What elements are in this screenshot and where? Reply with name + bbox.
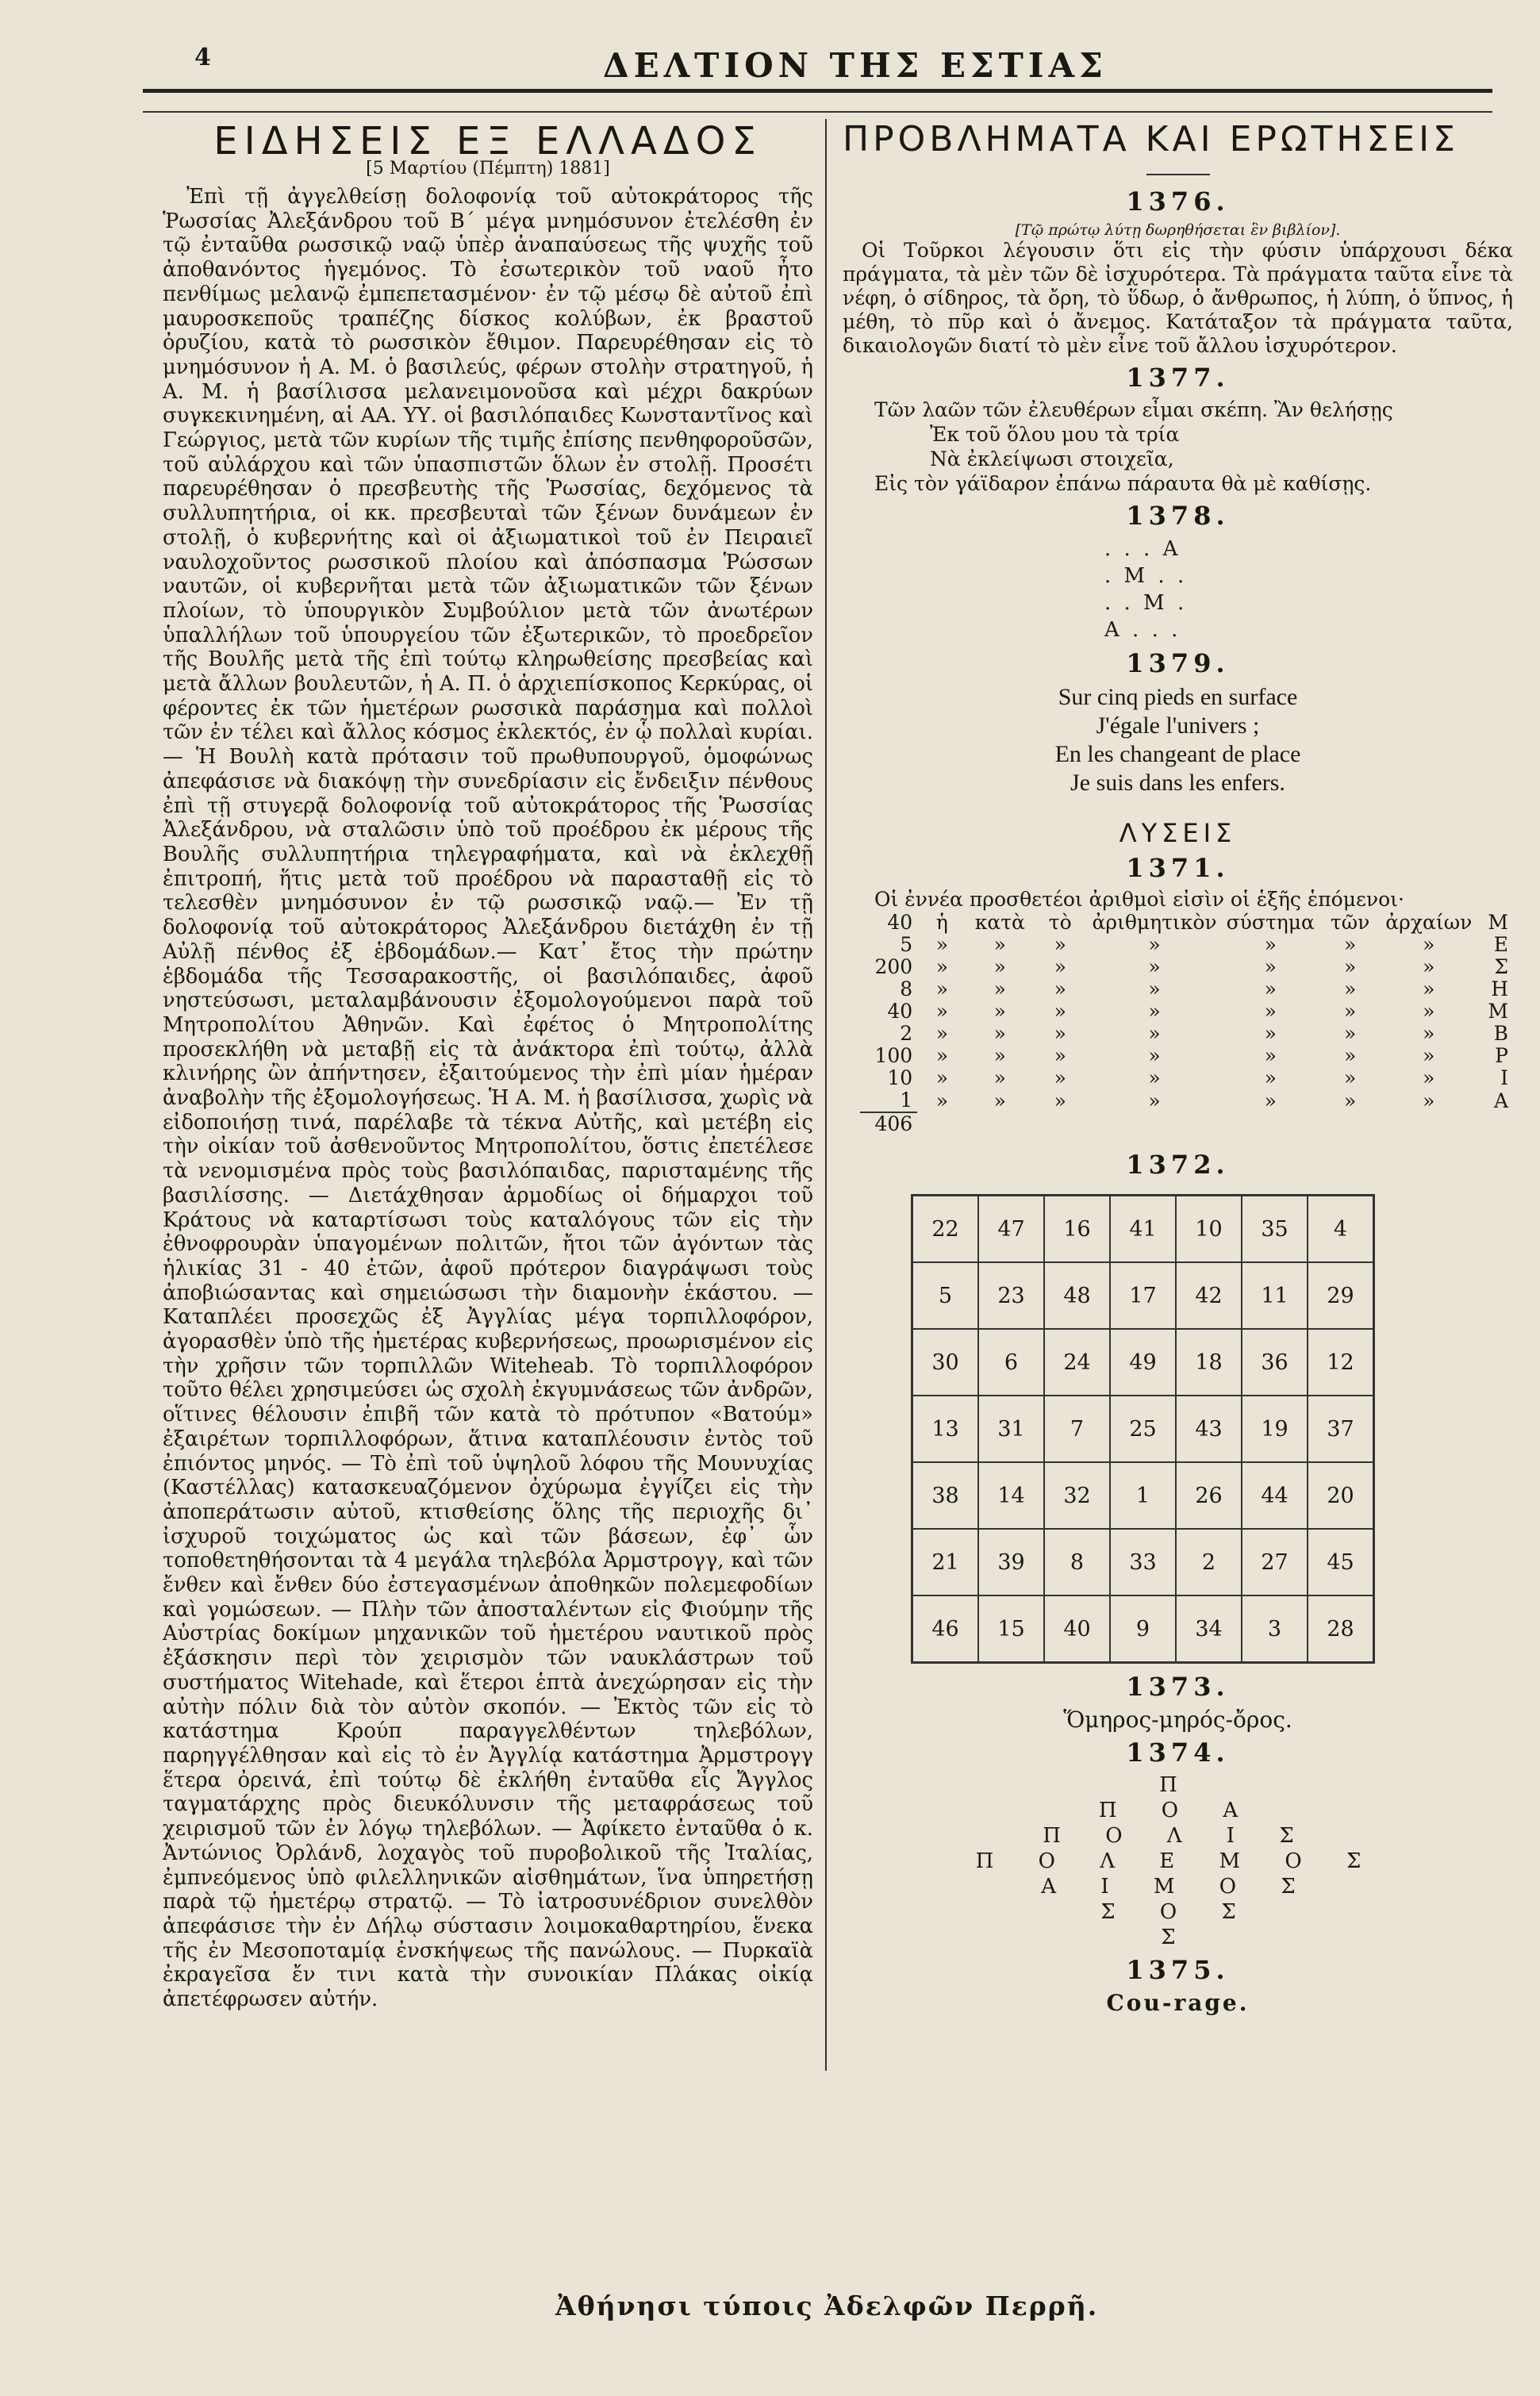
magic-cell: 25 <box>1110 1396 1176 1462</box>
magic-cell: 17 <box>1110 1262 1176 1329</box>
sum-row <box>860 1089 1513 1112</box>
verse-line: Ἐκ τοῦ ὅλου μου τὰ τρία <box>930 423 1180 446</box>
figure-line: Α Ι Μ Ο Σ <box>1041 1875 1315 1899</box>
magic-cell: 7 <box>1044 1396 1110 1462</box>
sum-phrase-cell: » <box>1343 1066 1357 1089</box>
sum-phrase-cell: » <box>1054 955 1066 978</box>
news-dateline: [5 Μαρτίου (Πέμπτη) 1881] <box>366 159 610 179</box>
magic-cell: 10 <box>1176 1196 1242 1263</box>
sum-letter: Μ <box>1488 911 1508 934</box>
sum-phrase-cell: » <box>1343 955 1357 978</box>
header-rule <box>143 89 1492 93</box>
magic-cell: 3 <box>1242 1595 1308 1663</box>
sum-phrase-cell: » <box>935 1089 949 1112</box>
sum-row <box>860 1045 1513 1067</box>
news-section-title: ΕΙΔΗΣΕΙΣ ΕΞ ΕΛΛΑΔΟΣ <box>213 119 762 163</box>
solution-1375-number: 1375. <box>1126 1955 1230 1985</box>
sum-phrase-cell: » <box>1343 1044 1357 1067</box>
sum-row <box>860 912 1513 934</box>
sum-letter: Η <box>1491 977 1508 1000</box>
problem-1377-verse <box>843 397 1513 496</box>
sum-letter: Ρ <box>1495 1044 1508 1067</box>
sum-phrase-cell: » <box>1343 1089 1357 1112</box>
magic-cell: 38 <box>912 1462 979 1529</box>
sum-phrase-cell: » <box>1054 933 1066 956</box>
sum-phrase-cell: » <box>1054 1044 1066 1067</box>
sum-phrase-cell: » <box>993 1000 1006 1023</box>
verse-line: Νὰ ἐκλείψωσι στοιχεῖα, <box>930 447 1174 470</box>
magic-cell: 5 <box>912 1262 979 1329</box>
magic-cell: 19 <box>1242 1396 1308 1462</box>
sum-phrase-cell: » <box>1148 1000 1161 1023</box>
magic-cell: 27 <box>1242 1529 1308 1595</box>
sum-phrase-cell: » <box>993 1044 1006 1067</box>
magic-cell: 24 <box>1044 1329 1110 1396</box>
magic-cell: 33 <box>1110 1529 1176 1595</box>
sum-phrase-cell: » <box>1343 1022 1357 1045</box>
page-number: 4 <box>194 44 211 71</box>
sum-phrase-cell: » <box>1054 1066 1066 1089</box>
sum-phrase-cell: » <box>1148 955 1161 978</box>
problems-section-title: ΠΡΟΒΛΗΜΑΤΑ ΚΑΙ ΕΡΩΤΗΣΕΙΣ <box>843 119 1459 159</box>
magic-cell: 32 <box>1044 1462 1110 1529</box>
verse-line: Τῶν λαῶν τῶν ἐλευθέρων εἶμαι σκέπη. Ἂν θελήσῃς <box>874 398 1393 421</box>
magic-cell: 21 <box>912 1529 979 1595</box>
problem-1378-number: 1378. <box>1126 501 1230 531</box>
sum-phrase-cell: » <box>1264 1066 1277 1089</box>
problem-1376-text: Οἱ Τοῦρκοι λέγουσιν ὅτι εἰς τὴν φύσιν ὑπάρχουσι δέκα πράγματα, τὰ μὲν τῶν δὲ ἰσχυρότερα. Τὰ πράγματα ταῦτα εἶνε τὰ νέφη, ὁ σίδηρος, τὰ ὄρη, τὸ ὕδωρ, ὁ ἄνθρωπος, ἡ λύπη, ὁ ὕπνος, ἡ μέθη, τὸ πῦρ καὶ ὁ ἄνεμος. Κατάταξον τὰ πράγματα ταῦτα, δικαιολογῶν διατί τὸ μὲν εἶνε τοῦ ἄλλου ἰσχυρότερον. <box>843 239 1513 357</box>
verse-line: En les changeant de place <box>1054 741 1301 767</box>
solution-1371-table <box>860 912 1513 1135</box>
problem-1379-number: 1379. <box>1126 648 1230 678</box>
magic-cell: 39 <box>978 1529 1044 1595</box>
sum-row <box>860 956 1513 978</box>
sum-phrase-cell: ἀρχαίων <box>1385 911 1473 934</box>
magic-cell: 23 <box>978 1262 1044 1329</box>
sum-phrase-cell: » <box>1423 977 1435 1000</box>
solutions-title: ΛΥΣΕΙΣ <box>1119 818 1237 848</box>
magic-row <box>912 1262 1374 1329</box>
sum-phrase-cell: » <box>1423 933 1435 956</box>
figure-line: Σ <box>1161 1926 1195 1949</box>
magic-cell: 49 <box>1110 1329 1176 1396</box>
sum-phrase-cell: » <box>1423 1000 1435 1023</box>
magic-cell: 8 <box>1044 1529 1110 1595</box>
sum-phrase-cell: » <box>1148 933 1161 956</box>
newspaper-title: ΔΕΛΤΙΟΝ ΤΗΣ ΕΣΤΙΑΣ <box>603 46 1108 85</box>
sum-phrase-cell: » <box>1423 1066 1435 1089</box>
sum-phrase-cell: ἀριθμητικὸν <box>1092 911 1217 934</box>
solution-1372-number: 1372. <box>1126 1150 1230 1180</box>
magic-cell: 46 <box>912 1595 979 1663</box>
magic-cell: 30 <box>912 1329 979 1396</box>
figure-line: Π Ο Λ Ε Μ Ο Σ <box>975 1849 1381 1873</box>
magic-cell: 12 <box>1308 1329 1374 1396</box>
magic-row <box>912 1196 1374 1263</box>
sum-letter: Β <box>1493 1022 1508 1045</box>
problem-1377-number: 1377. <box>1126 363 1230 393</box>
sum-phrase-cell: » <box>1343 933 1357 956</box>
news-body: Ἐπὶ τῇ ἀγγελθείσῃ δολοφονίᾳ τοῦ αὐτοκράτορος τῆς Ῥωσσίας Ἀλεξάνδρου τοῦ Β΄ μέγα μνημόσυνον ἐτελέσθη ἐν τῷ ἐνταῦθα ρωσσικῷ ναῷ ὑπὲρ ἀναπαύσεως τῆς ψυχῆς τοῦ ἀποθανόντος ἡγεμόνος. Τὸ ἐσωτερικὸν τοῦ ναοῦ ἦτο πενθίμως μελανῷ ἐμπεπετασμένον· ἐν τῷ μέσῳ δὲ αὐτοῦ ἐπὶ μαυροσκεποῦς τραπέζης δίσκος κολύβων, ἐκ βραστοῦ ὀρυζίου, κατὰ τὸ ρωσσικὸν ἔθιμον. Παρευρέθησαν εἰς τὸ μνημόσυνον ἡ Α. Μ. ὁ βασιλεύς, φέρων στολὴν στρατηγοῦ, ἡ Α. Μ. ἡ βασίλισσα μελανειμονοῦσα καὶ μέχρι δακρύων συγκεκινημένη, αἱ ΑΑ. ΥΥ. οἱ βασιλόπαιδες Κωνσταντῖνος καὶ Γεώργιος, μετὰ τῶν κυρίων τῆς τιμῆς ἐπίσης πενθηφοροῦσῶν, τοῦ αὐλάρχου καὶ τῶν ὑπασπιστῶν ὅλων ἐν στολῇ. Προσέτι παρευρέθησαν ὁ πρεσβευτὴς τῆς Ῥωσσίας, δεχόμενος τὰ συλλυπητήρια, οἱ κκ. πρεσβευταὶ τῶν ξένων δυνάμεων ἐν στολῇ, ὁ κυβερνήτης καὶ οἱ ἀξιωματικοὶ τοῦ ἐν Πειραιεῖ ναυλοχοῦντος ρωσσικοῦ πλοίου καὶ ἀπόσπασμα Ῥώσσων ναυτῶν, οἱ κυβερνῆται μετὰ τῶν ἀξιωματικῶν τῶν ξένων πλοίων, τὸ ὑπουργικὸν Συμβούλιον μετὰ τῶν ἀνωτέρων ὑπαλλήλων τοῦ ὑπουργείου τῶν ἐξωτερικῶν, τὸ προεδρεῖον τῆς Βουλῆς μετὰ τῆς ἐπὶ τούτῳ κληρωθείσης πρεσβείας καὶ μετὰ ἄλλων βουλευτῶν, ἡ Α. Π. ὁ ἀρχιεπίσκοπος Κερκύρας, οἱ φέροντες ἐκ τῶν ἡμετέρων ρωσσικὰ παράσημα καὶ πολλοὶ τῶν ἐν τέλει καὶ ἄλλος κόσμος ἐκλεκτός, ἐν ᾧ πολλαὶ κυρίαι. — Ἡ Βουλὴ κατὰ πρότασιν τοῦ πρωθυπουργοῦ, ὁμοφώνως ἀπεφάσισε νὰ διακόψῃ τὴν συνεδρίασιν εἰς ἔνδειξιν πένθους ἐπὶ τῇ στυγερᾷ δολοφονίᾳ τοῦ αὐτοκράτορος τῆς Ῥωσσίας Ἀλεξάνδρου, νὰ σταλῶσιν ὑπὸ τοῦ προέδρου ἐκ μέρους τῆς Βουλῆς συλλυπητήρια τηλεγραφήματα, καὶ νὰ ἐκλεχθῇ ἐπιτροπή, ἥτις μετὰ τοῦ προέδρου νὰ παρασταθῇ εἰς τὸ τελεσθὲν μνημόσυνον ἐν τῷ ρωσσικῷ ναῷ.— Ἐν τῇ δολοφονίᾳ τοῦ αὐτοκράτορος Ἀλεξάνδρου διετάχθη ἐν τῇ Αὐλῇ πένθος ἐξ ἑβδομάδων.— Κατ᾿ ἔτος τὴν πρώτην ἑβδομάδα τῆς Τεσσαρακοστῆς, οἱ βασιλόπαιδες, ἀφοῦ νηστεύσωσι, μεταλαμβάνουσιν ἐξομολογούμενοι παρὰ τοῦ Μητροπολίτου Ἀθηνῶν. Καὶ ἐφέτος ὁ Μητροπολίτης προσεκλήθη νὰ μεταβῇ εἰς τὰ ἀνάκτορα ἐπὶ τούτῳ, ἀλλὰ κλινήρης ὢν ἀπήντησεν, ἐξαιτούμενος τὴν ἐπὶ μίαν ἡμέραν ἀναβολὴν τῆς ἐξομολογήσεως. Ἡ Α. Μ. ἡ βασίλισσα, χωρὶς νὰ εἰδοποιήσῃ τινά, παρέλαβε τὰ τέκνα Αὐτῆς, καὶ μετέβη εἰς τὴν οἰκίαν τοῦ ἀσθενοῦντος Μητροπολίτου, ὅστις ἐπετέλεσε τὰ νενομισμένα πρὸς τοὺς βασιλόπαιδας, παρισταμένης τῆς βασιλίσσης. — Διετάχθησαν ἁρμοδίως οἱ δήμαρχοι τοῦ Κράτους νὰ καταρτίσωσι τοὺς καταλόγους τῶν εἰς τὴν ἐθνοφρουρὰν ὑπαγομένων πολιτῶν, ἤτοι τῶν ἀγόντων τὰς ἡλικίας 31 - 40 ἐτῶν, ἀφοῦ πρότερον διαγράψωσι τοὺς ἀποβιώσαντας καὶ σημειώσωσι τὴν διαμονὴν ἑκάστου. — Καταπλέει προσεχῶς ἐξ Ἀγγλίας μέγα τορπιλλοφόρον, ἀγορασθὲν ὑπὸ τῆς ἡμετέρας κυβερνήσεως, προωρισμένον εἰς τὴν χρῆσιν τῶν τορπιλλῶν Witeheab. Τὸ τορπιλλοφόρον τοῦτο θέλει χρησιμεύσει ὡς σχολὴ ἐκγυμνάσεως τῶν ἀνδρῶν, οἵτινες θέλουσιν ἐπιβῆ τῶν κατὰ τὸ πρότυπον «Βατούμ» ἐξαιρέτων τορπιλλοφόρων, ἅτινα καταπλέουσιν ἐντὸς τοῦ ἐπιόντος μηνός. — Τὸ ἐπὶ τοῦ ὑψηλοῦ λόφου τῆς Μουνυχίας (Καστέλλας) κατασκευαζόμενον ὀχύρωμα ἐγγίζει εἰς τὴν ἀποπεράτωσιν αὐτοῦ, κτισθείσης ὅλης τῆς περιοχῆς δι᾿ ἰσχυροῦ τοιχώματος ὡς καὶ τῶν βάσεων, ἐφ᾿ ὧν τοποθετηθήσονται τὰ 4 μεγάλα τηλεβόλα Ἀρμστρογγ, καὶ τῶν ἔνθεν καὶ ἔνθεν δύο ἐστεγασμένων ἀποθηκῶν πολεμεφοδίων καὶ γομώσεων. — Πλὴν τῶν ἀποσταλέντων εἰς Φιούμην τῆς Αὐστρίας δοκίμων μηχανικῶν τοῦ ἡμετέρου ναυτικοῦ πρὸς ἐξάσκησιν περὶ τὸν χειρισμὸν τῶν ναυκλάστρων τοῦ συστήματος Witehade, καὶ ἕτεροι ἑπτὰ ἀνεχώρησαν εἰς τὴν αὐτὴν πόλιν διὰ τὸν αὐτὸν σκοπόν. — Ἐκτὸς τῶν εἰς τὸ κατάστημα Κρούπ παραγγελθέντων τηλεβόλων, παρηγγέλθησαν καὶ εἰς τὸ ἐν Ἀγγλίᾳ κατάστημα Ἀρμστρογγ ἕτερα ὀρειvά, ἐπὶ τούτῳ δὲ ἐκλήθη ἐνταῦθα εἷς Ἄγγλος ταγματάρχης πρὸς διευκόλυνσιν τῆς μεταφράσεως τοῦ χειρισμοῦ τῶν ἐν λόγῳ τηλεβόλων. — Ἀφίκετο ἐνταῦθα ὁ κ. Ἀντώνιος Ὀρλάνδ, λοχαγὸς τοῦ πυροβολικοῦ τῆς Ἰταλίας, ἐμπνεόμενος ὑπὸ φιλελληνικῶν αἰσθημάτων, ἵνα ὑπηρετήσῃ παρὰ τῷ ἡμετέρῳ στρατῷ. — Τὸ ἰατροσυνέδριον συνελθὸν ἀπεφάσισε τὴν ἐν Δήλῳ σύστασιν λοιμοκαθαρτηρίου, ἕνεκα τῆς ἐν Μεσοποταμίᾳ ἐνσκήψεως τῆς πανώλους. — Πυρκαϊὰ ἐκραγεῖσα ἔν τινι κατὰ τὴν συνοικίαν Πλάκας οἰκίᾳ ἀπετέφρωσεν αὐτήν. <box>163 185 813 2012</box>
sum-phrase-cell: » <box>1148 1089 1161 1112</box>
sum-phrase-cell: » <box>1148 1044 1161 1067</box>
sum-letter: Μ <box>1488 1000 1508 1023</box>
sum-phrase-cell: σύστημα <box>1226 911 1315 934</box>
sum-phrase-cell: » <box>935 1066 949 1089</box>
header-rule-thin <box>143 111 1492 113</box>
sum-value: 8 <box>900 977 913 1000</box>
sum-letter: Ι <box>1500 1066 1508 1089</box>
problem-1378-square <box>843 536 1513 643</box>
sum-phrase-cell: » <box>935 955 949 978</box>
sum-phrase-cell: » <box>1264 955 1277 978</box>
sum-phrase-cell: » <box>1423 955 1435 978</box>
sum-phrase-cell: » <box>1343 977 1357 1000</box>
magic-cell: 6 <box>978 1329 1044 1396</box>
solution-1373-number: 1373. <box>1126 1672 1230 1702</box>
sum-phrase-cell: » <box>1054 977 1066 1000</box>
sum-value: 200 <box>874 955 913 978</box>
sum-row <box>860 1067 1513 1089</box>
magic-row <box>912 1462 1374 1529</box>
magic-cell: 2 <box>1176 1529 1242 1595</box>
magic-row <box>912 1396 1374 1462</box>
magic-cell: 37 <box>1308 1396 1374 1462</box>
figure-line: Π Ο Α <box>1098 1799 1258 1822</box>
magic-cell: 9 <box>1110 1595 1176 1663</box>
sum-value: 100 <box>874 1044 913 1067</box>
sum-phrase-cell: » <box>1423 1089 1435 1112</box>
magic-cell: 11 <box>1242 1262 1308 1329</box>
magic-cell: 40 <box>1044 1595 1110 1663</box>
figure-line: Π <box>1159 1773 1196 1797</box>
sum-phrase-cell: » <box>1264 1022 1277 1045</box>
sum-phrase-cell: τὸ <box>1048 911 1072 934</box>
magic-cell: 16 <box>1044 1196 1110 1263</box>
sum-phrase-cell: » <box>1148 977 1161 1000</box>
sum-phrase-cell: » <box>1054 1000 1066 1023</box>
printer-imprint: Ἀθήνησι τύποις Ἀδελφῶν Περρῆ. <box>555 2290 1099 2321</box>
sum-phrase-cell: τῶν <box>1330 911 1370 934</box>
magic-row <box>912 1529 1374 1595</box>
magic-cell: 29 <box>1308 1262 1374 1329</box>
sum-phrase-cell: κατὰ <box>974 911 1025 934</box>
sum-phrase-cell: ἡ <box>935 911 948 934</box>
sum-value: 40 <box>887 911 913 934</box>
sum-phrase-cell: » <box>1423 1044 1435 1067</box>
square-line: . Μ . . <box>1104 564 1188 588</box>
magic-cell: 44 <box>1242 1462 1308 1529</box>
magic-cell: 4 <box>1308 1196 1374 1263</box>
sum-phrase-cell: » <box>1054 1089 1066 1112</box>
sum-phrase-cell: » <box>1148 1022 1161 1045</box>
square-line: . . . Α <box>1104 537 1181 561</box>
problems-column <box>843 119 1513 2016</box>
figure-line: Σ Ο Σ <box>1100 1900 1255 1924</box>
sum-phrase-cell: » <box>993 1022 1006 1045</box>
solution-1371-number: 1371. <box>1126 853 1230 883</box>
magic-cell: 47 <box>978 1196 1044 1263</box>
magic-cell: 26 <box>1176 1462 1242 1529</box>
sum-phrase-cell: » <box>993 1089 1006 1112</box>
solution-1374-figure <box>843 1772 1513 1950</box>
magic-cell: 18 <box>1176 1329 1242 1396</box>
problem-1379-verse <box>843 683 1513 797</box>
sum-phrase-cell: » <box>1264 1044 1277 1067</box>
solution-1373-text: Ὅμηρος-μηρός-ὄρος. <box>1063 1707 1292 1733</box>
sum-value: 40 <box>887 1000 913 1023</box>
magic-cell: 20 <box>1308 1462 1374 1529</box>
sum-value: 2 <box>900 1022 913 1045</box>
magic-row <box>912 1595 1374 1663</box>
sum-letter: Α <box>1493 1089 1508 1112</box>
magic-cell: 31 <box>978 1396 1044 1462</box>
sum-value: 1 <box>900 1089 913 1112</box>
sum-phrase-cell: » <box>1264 933 1277 956</box>
magic-cell: 15 <box>978 1595 1044 1663</box>
sum-phrase-cell: » <box>935 1022 949 1045</box>
sum-value: 10 <box>887 1066 913 1089</box>
magic-cell: 13 <box>912 1396 979 1462</box>
square-line: . . Μ . <box>1104 591 1188 615</box>
magic-cell: 34 <box>1176 1595 1242 1663</box>
column-divider <box>825 119 827 2071</box>
sum-phrase-cell: » <box>1054 1022 1066 1045</box>
sum-total: 406 <box>860 1112 917 1135</box>
verse-line: Sur cinq pieds en surface <box>1058 684 1298 710</box>
sum-phrase-cell: » <box>1264 977 1277 1000</box>
sum-letter: Σ <box>1494 955 1508 978</box>
verse-line: J'égale l'univers ; <box>1096 712 1260 739</box>
magic-cell: 43 <box>1176 1396 1242 1462</box>
problem-1376-note: [Τῷ πρώτῳ λύτῃ δωρηθήσεται ἓν βιβλίον]. <box>1015 221 1341 239</box>
magic-cell: 28 <box>1308 1595 1374 1663</box>
solution-1371-intro: Οἱ ἐννέα προσθετέοι ἀριθμοὶ εἰσὶν οἱ ἑξῆς ἑπόμενοι· <box>874 888 1404 911</box>
sum-phrase-cell: » <box>1264 1089 1277 1112</box>
sum-phrase-cell: » <box>993 955 1006 978</box>
sum-row <box>860 1000 1513 1023</box>
sum-row <box>860 934 1513 956</box>
solution-1375-text: Cou-rage. <box>1106 1990 1250 2016</box>
sum-phrase-cell: » <box>935 977 949 1000</box>
verse-line: Je suis dans les enfers. <box>1070 770 1285 796</box>
sum-phrase-cell: » <box>993 1066 1006 1089</box>
magic-cell: 36 <box>1242 1329 1308 1396</box>
sum-phrase-cell: » <box>935 1000 949 1023</box>
magic-cell: 1 <box>1110 1462 1176 1529</box>
magic-square <box>911 1194 1375 1664</box>
sum-phrase-cell: » <box>1343 1000 1357 1023</box>
magic-cell: 22 <box>912 1196 979 1263</box>
square-line: Α . . . <box>1104 618 1181 642</box>
figure-line: Π Ο Λ Ι Σ <box>1043 1824 1313 1848</box>
sum-letter: Ε <box>1493 933 1508 956</box>
sum-value: 5 <box>900 933 913 956</box>
section-rule <box>1146 174 1210 175</box>
magic-cell: 48 <box>1044 1262 1110 1329</box>
sum-phrase-cell: » <box>935 1044 949 1067</box>
magic-cell: 35 <box>1242 1196 1308 1263</box>
magic-row <box>912 1329 1374 1396</box>
magic-cell: 41 <box>1110 1196 1176 1263</box>
sum-phrase-cell: » <box>1148 1066 1161 1089</box>
sum-row <box>860 1023 1513 1045</box>
problem-1376-number: 1376. <box>1126 186 1230 217</box>
news-column <box>163 119 813 2012</box>
verse-line: Εἰς τὸν γάϊδαρον ἐπάνω πάραυτα θὰ μὲ καθίσῃς. <box>874 472 1372 495</box>
sum-phrase-cell: » <box>993 933 1006 956</box>
magic-cell: 45 <box>1308 1529 1374 1595</box>
solution-1374-number: 1374. <box>1126 1737 1230 1768</box>
sum-phrase-cell: » <box>935 933 949 956</box>
sum-total-row <box>860 1112 1513 1135</box>
magic-cell: 42 <box>1176 1262 1242 1329</box>
magic-cell: 14 <box>978 1462 1044 1529</box>
sum-phrase-cell: » <box>993 977 1006 1000</box>
sum-row <box>860 978 1513 1000</box>
sum-phrase-cell: » <box>1264 1000 1277 1023</box>
sum-phrase-cell: » <box>1423 1022 1435 1045</box>
